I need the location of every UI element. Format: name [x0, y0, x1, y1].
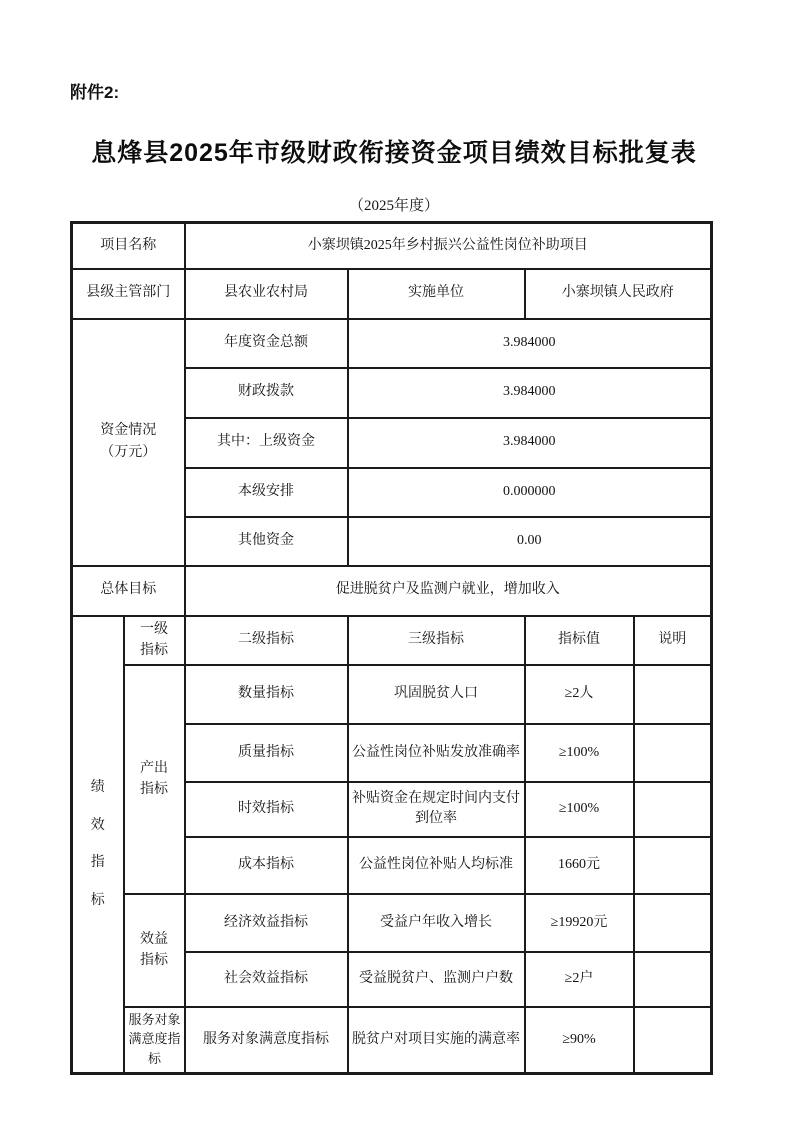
project-name-value-cell: 小寨坝镇2025年乡村振兴公益性岗位补助项目 — [185, 223, 712, 269]
note-cell — [634, 724, 712, 782]
note-cell — [634, 782, 712, 837]
funding-value-cell: 0.00 — [348, 517, 712, 566]
level3-cell: 补贴资金在规定时间内支付到位率 — [348, 782, 525, 837]
indicator-side-label-cell — [72, 616, 124, 1074]
table-row — [72, 319, 712, 368]
overall-goal-label-cell: 总体目标 — [72, 566, 185, 616]
funding-label-cell: 本级安排 — [185, 468, 348, 517]
implementer-value-cell: 小寨坝镇人民政府 — [525, 269, 712, 319]
table-row — [72, 223, 712, 269]
indicator-row — [72, 665, 712, 724]
header-note-cell: 说明 — [634, 616, 712, 665]
level3-cell: 巩固脱贫人口 — [348, 665, 525, 724]
implementer-label-cell: 实施单位 — [348, 269, 525, 319]
level2-cell: 数量指标 — [185, 665, 348, 724]
level3-cell: 公益性岗位补贴发放准确率 — [348, 724, 525, 782]
level2-cell: 时效指标 — [185, 782, 348, 837]
table-row — [72, 566, 712, 616]
header-level3-cell: 三级指标 — [348, 616, 525, 665]
indicator-value-cell: 1660元 — [525, 837, 634, 894]
group-benefit-cell — [124, 894, 185, 1007]
level2-cell: 经济效益指标 — [185, 894, 348, 952]
table-row — [72, 269, 712, 319]
funding-value-cell: 3.984000 — [348, 418, 712, 468]
group-output-cell — [124, 665, 185, 894]
funding-value-cell: 0.000000 — [348, 468, 712, 517]
performance-target-table — [70, 221, 713, 1075]
indicator-value-cell: ≥19920元 — [525, 894, 634, 952]
note-cell — [634, 952, 712, 1007]
document-title: 息烽县2025年市级财政衔接资金项目绩效目标批复表 — [91, 139, 697, 167]
funding-label-cell: 财政拨款 — [185, 368, 348, 418]
note-cell — [634, 837, 712, 894]
header-value-cell: 指标值 — [525, 616, 634, 665]
group-benefit-label: 效益指标 — [139, 931, 168, 969]
level2-cell: 质量指标 — [185, 724, 348, 782]
level2-cell: 社会效益指标 — [185, 952, 348, 1007]
indicator-header-row — [72, 616, 712, 665]
level3-cell: 脱贫户对项目实施的满意率 — [348, 1007, 525, 1074]
indicator-value-cell: ≥100% — [525, 782, 634, 837]
department-label-cell: 县级主管部门 — [72, 269, 185, 319]
note-cell — [634, 894, 712, 952]
funding-label-cell: 其他资金 — [185, 517, 348, 566]
group-satisfaction-label: 服务对象满意度指标 — [128, 1011, 181, 1066]
indicator-value-cell: ≥90% — [525, 1007, 634, 1074]
funding-section-label: 资金情况（万元） — [100, 423, 157, 460]
indicator-value-cell: ≥2户 — [525, 952, 634, 1007]
funding-label-cell: 年度资金总额 — [185, 319, 348, 368]
funding-value-cell: 3.984000 — [348, 368, 712, 418]
project-name-label-cell: 项目名称 — [72, 223, 185, 269]
level2-cell: 成本指标 — [185, 837, 348, 894]
note-cell — [634, 665, 712, 724]
group-satisfaction-cell — [124, 1007, 185, 1074]
attachment-label: 附件2: — [70, 83, 120, 102]
header-level1-cell — [124, 616, 185, 665]
indicator-side-label: 绩效指标 — [90, 779, 105, 909]
funding-label-cell: 其中：上级资金 — [185, 418, 348, 468]
group-output-label: 产出指标 — [139, 760, 168, 798]
header-level2-cell: 二级指标 — [185, 616, 348, 665]
indicator-value-cell: ≥2人 — [525, 665, 634, 724]
note-cell — [634, 1007, 712, 1074]
indicator-row — [72, 1007, 712, 1074]
level3-cell: 受益户年收入增长 — [348, 894, 525, 952]
header-level1: 一级指标 — [139, 621, 168, 659]
level3-cell: 公益性岗位补贴人均标准 — [348, 837, 525, 894]
overall-goal-value-cell: 促进脱贫户及监测户就业，增加收入 — [185, 566, 712, 616]
funding-value-cell: 3.984000 — [348, 319, 712, 368]
level3-cell: 受益脱贫户、监测户户数 — [348, 952, 525, 1007]
indicator-value-cell: ≥100% — [525, 724, 634, 782]
level2-cell: 服务对象满意度指标 — [185, 1007, 348, 1074]
department-value-cell: 县农业农村局 — [185, 269, 348, 319]
funding-section-label-cell — [72, 319, 185, 566]
indicator-row — [72, 894, 712, 952]
document-subtitle: （2025年度） — [348, 198, 439, 214]
